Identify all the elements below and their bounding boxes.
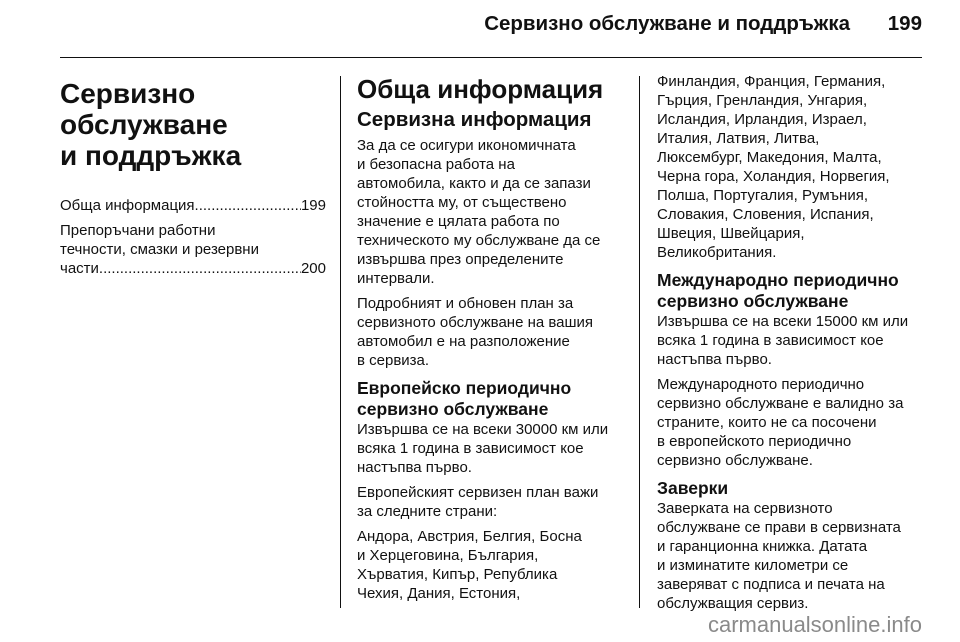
running-header-title: Сервизно обслужване и поддръжка [484, 12, 850, 35]
toc-leader [195, 196, 301, 215]
toc-entry-page: 199 [300, 197, 326, 214]
paragraph: Подробният и обновен план за сервизното обслужване на вашия автомобил е на разположение в сервиза. [357, 295, 594, 369]
subsection-heading: Сервизна информация [357, 108, 592, 131]
country-list-continued: Финландия, Франция, Германия, Гърция, Гренландия, Унгария, Исландия, Ирландия, Израел, Италия, Латвия, Литва, Люксембург, Македония, Малта, Черна гора, Холандия, Норвегия, Полша, Португалия, Румъния, Словакия, Словения, Испания, Швеция, Швейцария, Великобритания. [657, 73, 890, 261]
subheading-confirmations: Заверки [657, 478, 729, 498]
page-number: 199 [887, 12, 922, 35]
subheading-international-service: Международно периодично сервизно обслужване [657, 270, 899, 311]
paragraph: Извършва се на всеки 15000 км или всяка 1 година в зависимост кое настъпва първо. [657, 313, 909, 368]
paragraph: Международното периодично сервизно обслужване е валидно за страните, които не са посочени в европейското периодично сервизно обслужване. [657, 376, 904, 469]
subheading-european-service: Европейско периодично сервизно обслужване [357, 378, 572, 419]
toc-entry[interactable] [60, 196, 326, 215]
paragraph: Европейският сервизен план важи за следните страни: [357, 484, 599, 520]
paragraph: Заверката на сервизното обслужване се прави в сервизната и гаранционна книжка. Датата и изминатите километри се заверяват с подписа и печата на обслужващия сервиз. [657, 500, 901, 612]
toc-entry[interactable] [60, 221, 326, 278]
toc-entry-label: течности, смазки и резервни [60, 241, 259, 258]
column-1 [60, 72, 326, 284]
toc-leader [99, 259, 301, 278]
toc-entry-label: Препоръчани работни [60, 222, 216, 239]
column-divider-2 [639, 76, 640, 608]
column-2 [357, 72, 625, 609]
header-rule [60, 57, 922, 58]
toc-entry-page: 200 [300, 260, 326, 277]
watermark: carmanualsonline.info [707, 612, 922, 637]
paragraph: Извършва се на всеки 30000 км или всяка 1 година в зависимост кое настъпва първо. [357, 421, 609, 476]
toc-entry-label: Обща информация [60, 197, 195, 214]
section-heading: Обща информация [357, 74, 604, 104]
column-divider-1 [340, 76, 341, 608]
paragraph: За да се осигури икономичната и безопасна работа на автомобила, както и да се запази стойността му, от съществено значение е цялата работа по техническото му обслужване да се извършва през определените интервали. [357, 137, 601, 287]
chapter-title: Сервизно обслужване и поддръжка [60, 78, 242, 171]
toc-entry-label: части [60, 260, 99, 277]
column-3 [657, 72, 927, 619]
country-list: Андора, Австрия, Белгия, Босна и Херцеговина, България, Хърватия, Кипър, Република Чехия, Дания, Естония, [357, 528, 582, 602]
